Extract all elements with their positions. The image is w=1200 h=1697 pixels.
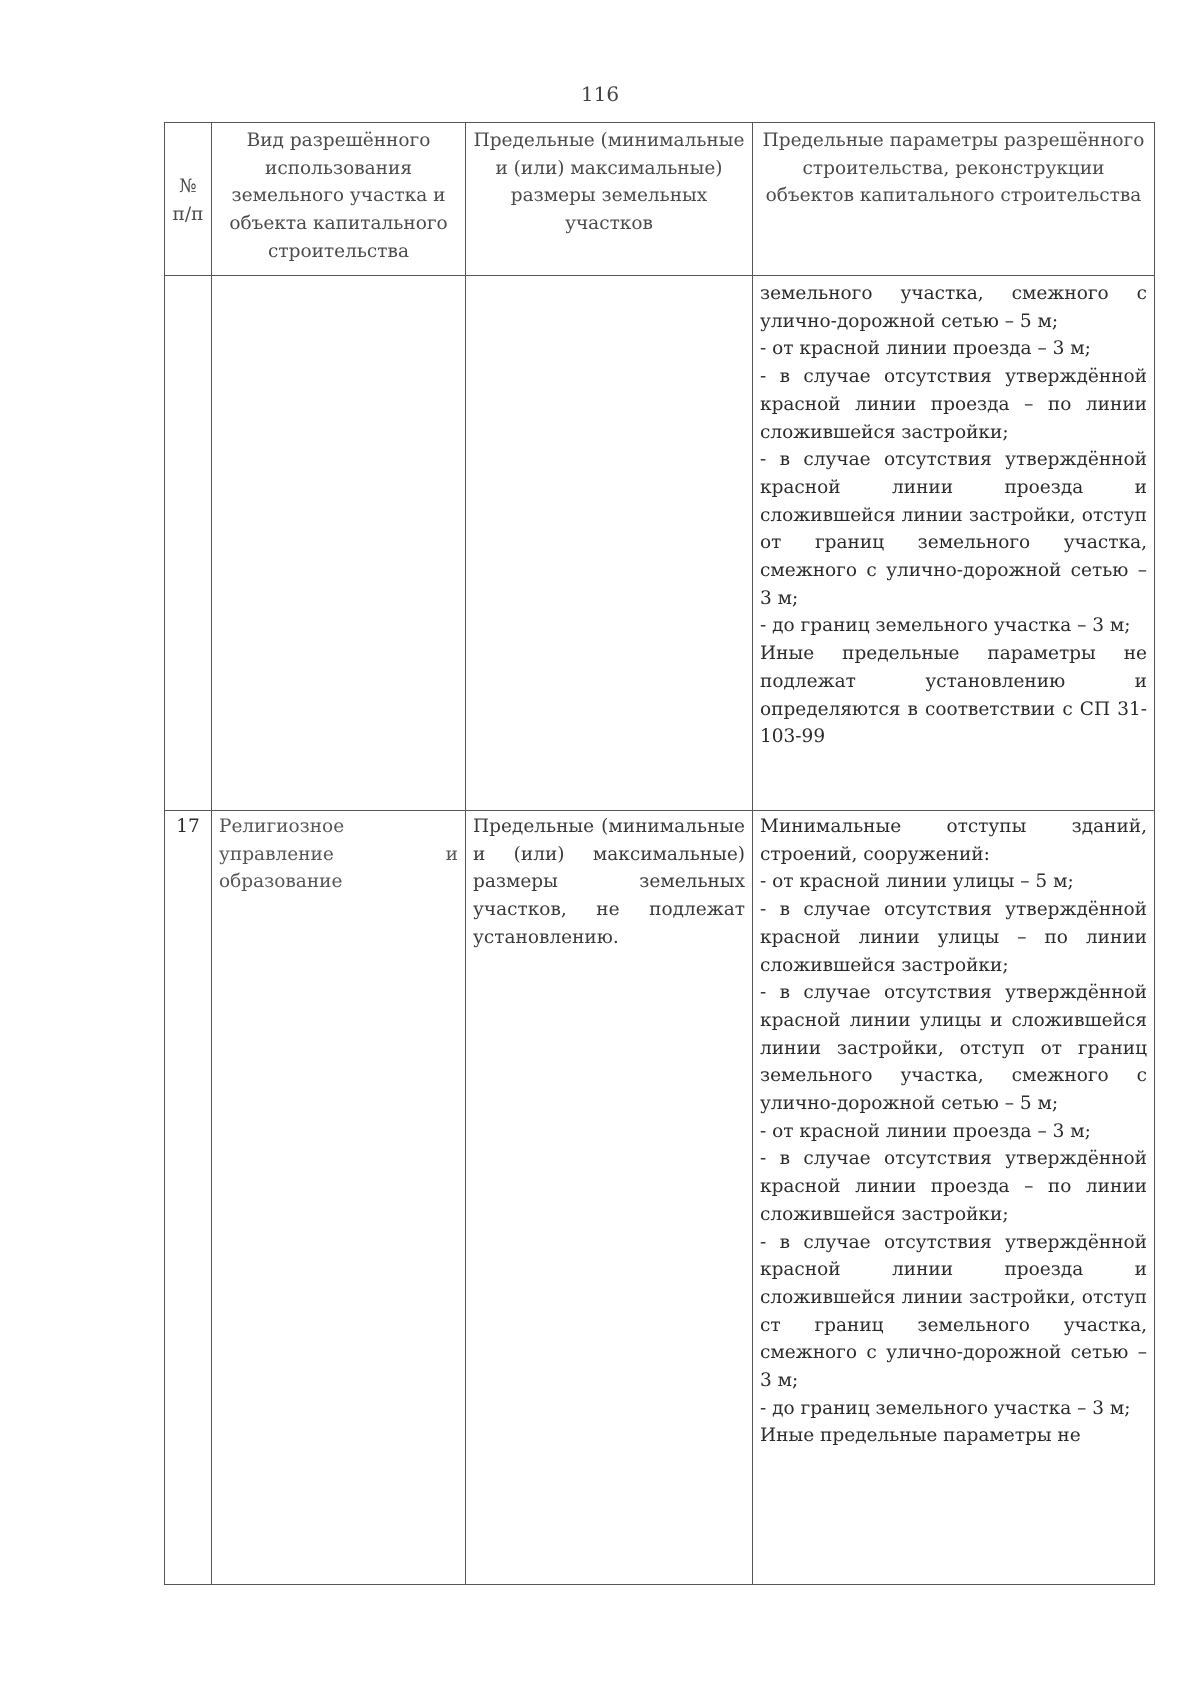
param-line: - в случае отсутствия утверждённой красной линии улицы и сложившейся линии застройки, отступ от границ земельного участка, смежного с улично-дорожной сетью – 5 м; <box>760 982 1147 1115</box>
row-17-plot-size: Предельные (минимальные и (или) максимальные) размеры земельных участков, не подлежат установлению. <box>466 811 753 1585</box>
table-row-17 <box>165 811 1155 1585</box>
param-line: Иные предельные параметры не подлежат установлению и определяются в соответствии с СП 31-103-99 <box>760 643 1147 748</box>
header-plot-size: Предельные (минимальные и (или) максимальные) размеры земельных участков <box>466 123 753 276</box>
table-header <box>165 123 1155 276</box>
header-build-params: Предельные параметры разрешённого строительства, реконструкции объектов капитального строительства <box>753 123 1155 276</box>
param-line: - в случае отсутствия утверждённой красной линии улицы – по линии сложившейся застройки; <box>760 899 1147 976</box>
param-line: земельного участка, смежного с улично-дорожной сетью – 5 м; <box>760 283 1147 332</box>
param-line: - в случае отсутствия утверждённой красной линии проезда – по линии сложившейся застройки; <box>760 1148 1147 1225</box>
param-line: - от красной линии проезда – 3 м; <box>760 338 1091 360</box>
page-number: 116 <box>580 82 620 106</box>
param-line: - до границ земельного участка – 3 м; <box>760 1397 1131 1419</box>
param-line: - до границ земельного участка – 3 м; <box>760 615 1131 637</box>
row-17-num: 17 <box>165 811 212 1585</box>
row-17-params-cell <box>753 811 1155 1585</box>
param-line: Иные предельные параметры не <box>760 1425 1081 1447</box>
param-line: - в случае отсутствия утверждённой красной линии проезда и сложившейся линии застройки, отступ ст границ земельного участка, смежного с улично-дорожной сетью – 3 м; <box>760 1231 1147 1392</box>
param-line: - от красной линии улицы – 5 м; <box>760 871 1074 893</box>
header-use-type: Вид разрешённого использования земельного участка и объекта капитального строительства <box>212 123 466 276</box>
cont-num-cell <box>165 276 212 811</box>
param-line: - в случае отсутствия утверждённой красной линии проезда – по линии сложившейся застройки; <box>760 366 1147 443</box>
param-line: - от красной линии проезда – 3 м; <box>760 1120 1091 1142</box>
cont-params-cell <box>753 276 1155 811</box>
row-17-use-type: Религиозное управление и образование <box>212 811 466 1585</box>
param-line: Минимальные отступы зданий, строений, сооружений: <box>760 816 1147 865</box>
cont-size-cell <box>466 276 753 811</box>
zoning-table <box>164 122 1155 1585</box>
table-row-continuation <box>165 276 1155 811</box>
cont-use-cell <box>212 276 466 811</box>
param-line: - в случае отсутствия утверждённой красной линии проезда и сложившейся линии застройки, отступ от границ земельного участка, смежного с улично-дорожной сетью – 3 м; <box>760 449 1147 609</box>
header-num: № п/п <box>165 123 212 276</box>
